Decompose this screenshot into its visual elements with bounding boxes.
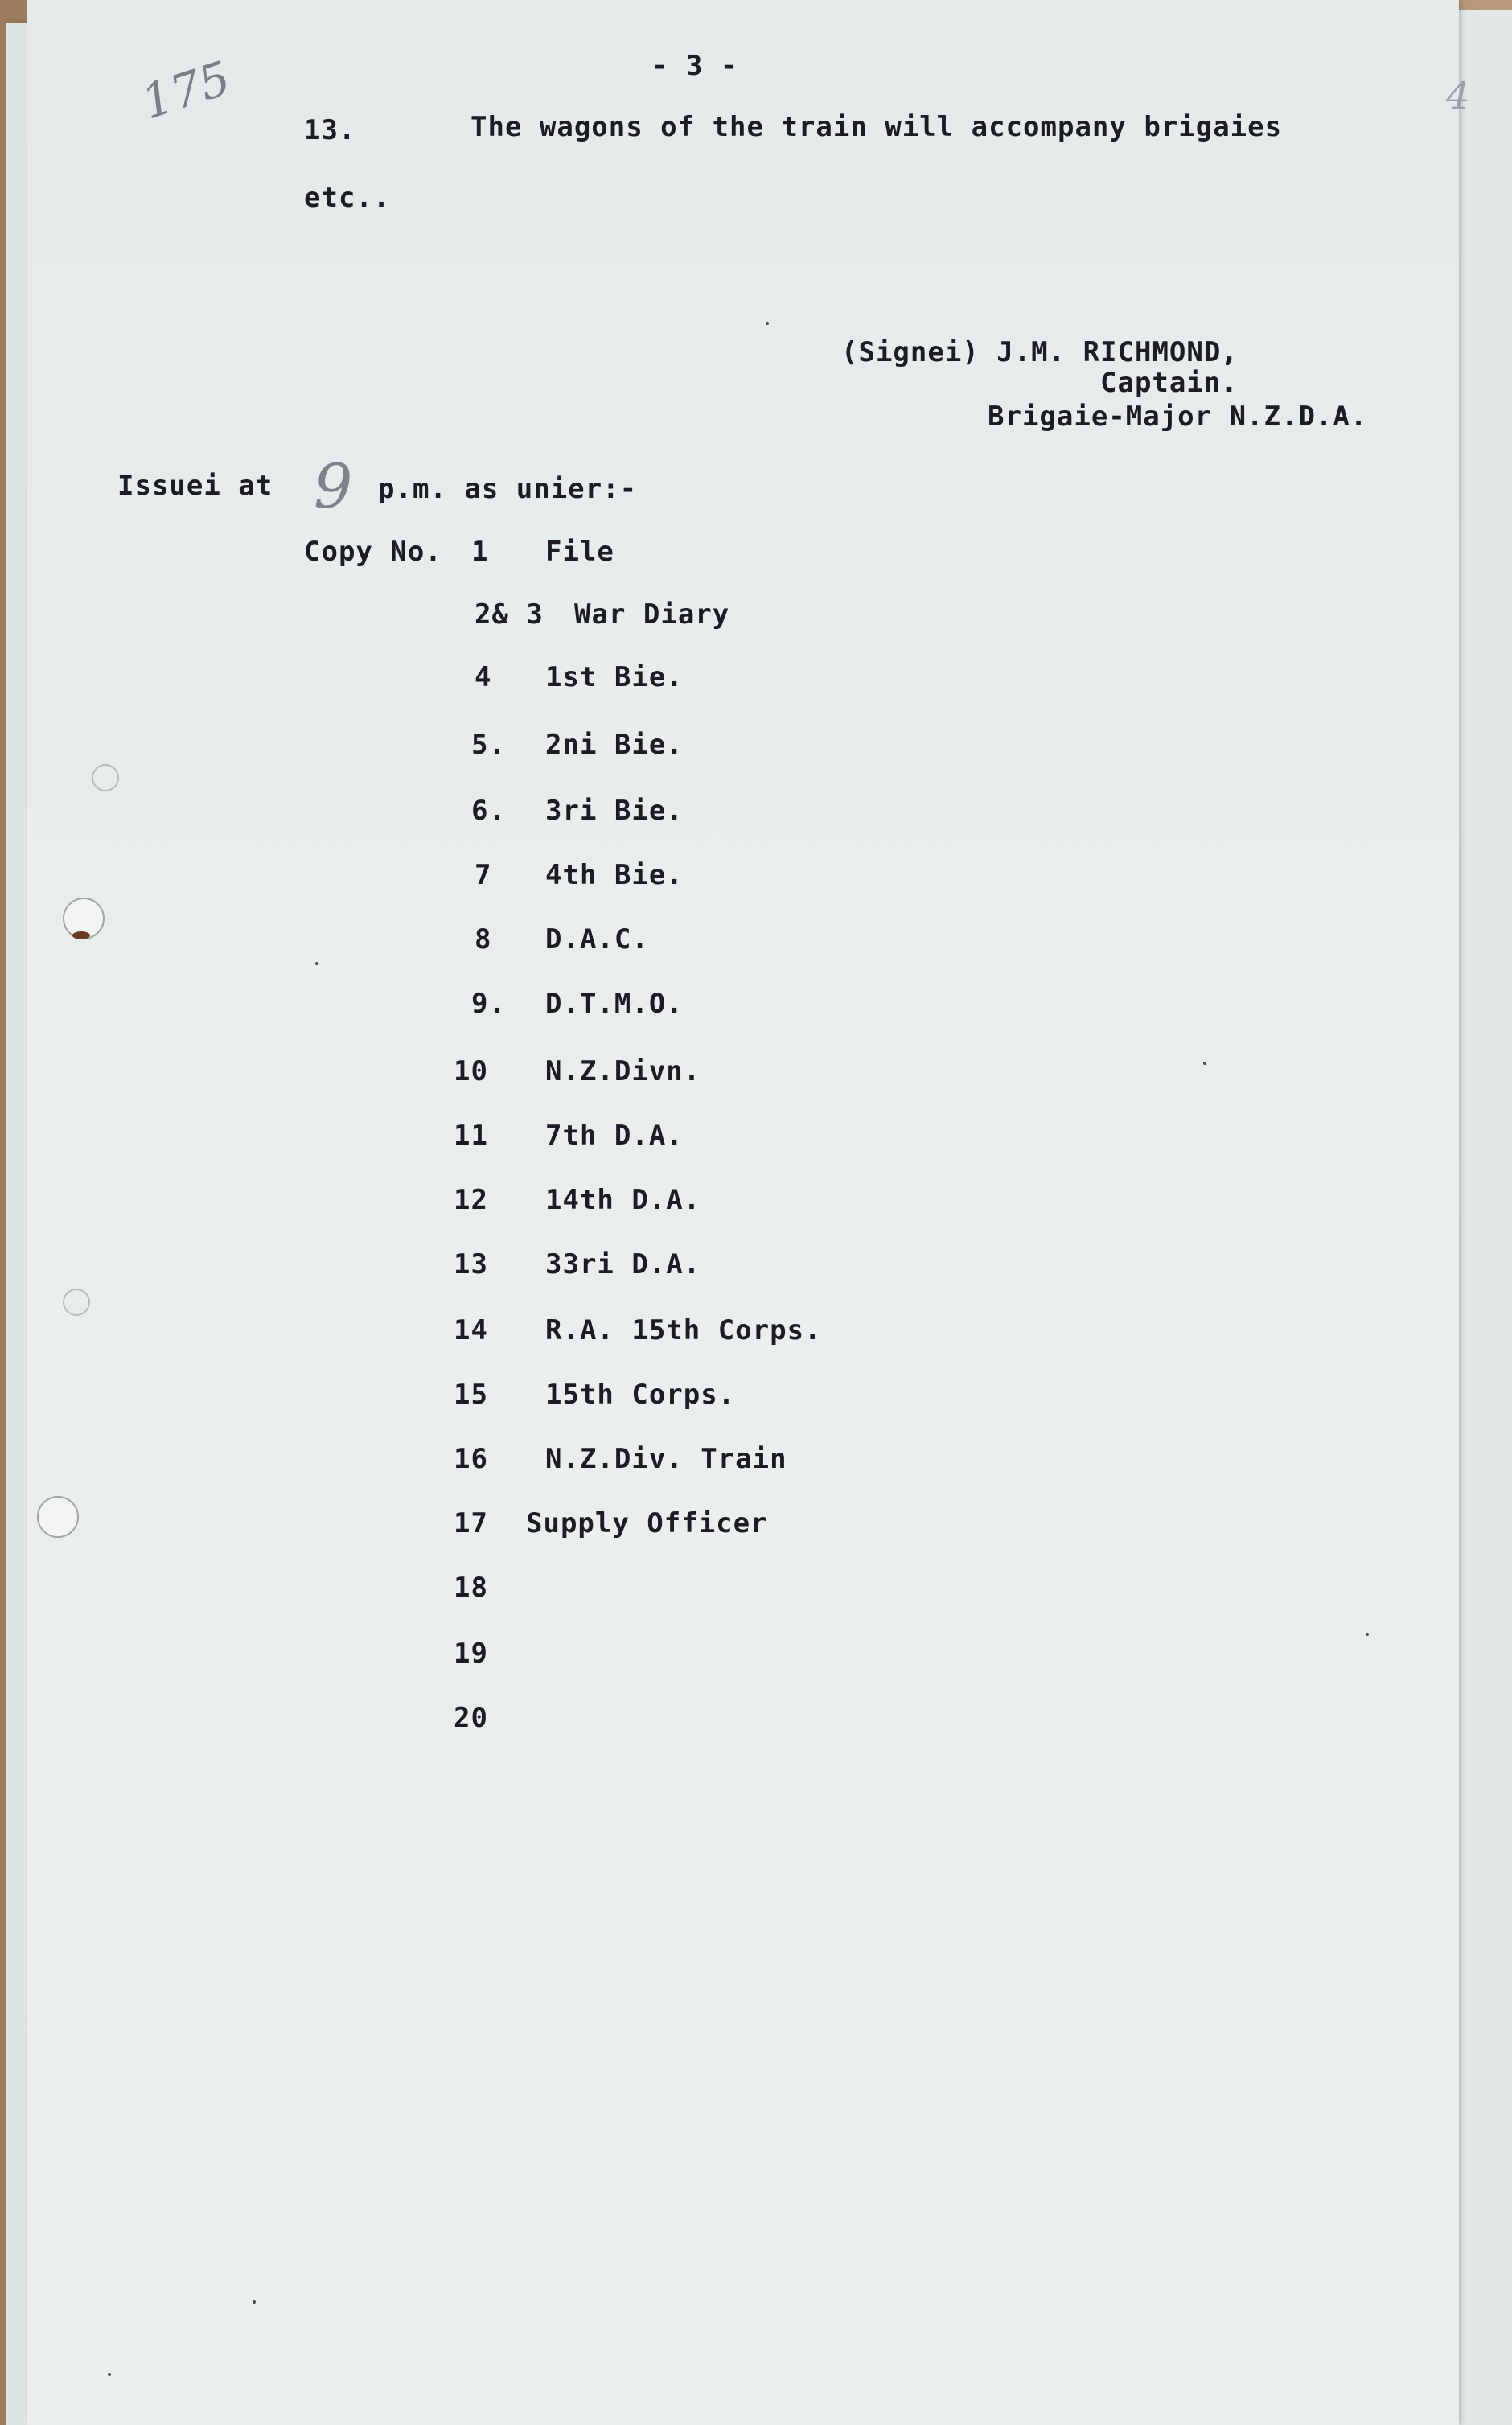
copy-recipient: D.T.M.O. [545, 988, 684, 1020]
copy-recipient: 33ri D.A. [545, 1248, 701, 1280]
copy-number: 5. [471, 729, 506, 761]
copy-number: 1 [471, 536, 489, 568]
copy-number: 12 [454, 1184, 488, 1216]
copy-number: 8 [475, 923, 492, 956]
signature-line-3: Brigaie-Major N.Z.D.A. [988, 401, 1368, 433]
copy-number: 18 [454, 1572, 488, 1604]
copy-recipient: War Diary [574, 598, 730, 631]
copy-recipient: 1st Bie. [545, 661, 684, 693]
copy-number: 20 [454, 1702, 488, 1734]
copy-number: 6. [471, 795, 506, 827]
copy-recipient: 15th Corps. [545, 1379, 736, 1411]
typed-page [27, 0, 1470, 2425]
paper-speck [108, 2373, 111, 2376]
copy-recipient: N.Z.Div. Train [545, 1443, 787, 1475]
paragraph-number: 13. [304, 114, 356, 146]
copy-number: 11 [454, 1120, 488, 1152]
copy-number: 2& 3 [475, 598, 544, 631]
copy-recipient: Supply Officer [526, 1507, 768, 1539]
paragraph-line-2: etc.. [304, 182, 391, 214]
copy-recipient: 2ni Bie. [545, 729, 684, 761]
copy-number: 15 [454, 1379, 488, 1411]
paper-speck [253, 2300, 256, 2304]
corner-mark-handwritten: 4 [1446, 74, 1470, 117]
punch-hole [37, 1496, 79, 1538]
copy-recipient: 4th Bie. [545, 859, 684, 891]
copy-recipient: N.Z.Divn. [545, 1055, 701, 1087]
copy-recipient: R.A. 15th Corps. [545, 1314, 822, 1346]
copy-recipient: D.A.C. [545, 923, 649, 956]
copy-number: 19 [454, 1638, 488, 1670]
copy-recipient: 3ri Bie. [545, 795, 684, 827]
copy-number: 4 [475, 661, 492, 693]
signature-line-1: (Signei) J.M. RICHMOND, [841, 336, 1239, 368]
page-number: - 3 - [651, 50, 738, 82]
paper-speck [1203, 1062, 1206, 1065]
punch-hole [92, 764, 119, 791]
signature-line-2: Captain. [1100, 367, 1239, 399]
paper-speck [315, 962, 318, 965]
copy-number: 17 [454, 1507, 488, 1539]
copy-recipient: File [545, 536, 614, 568]
archive-number-handwritten: 175 [135, 50, 237, 130]
ink-blot [72, 931, 90, 939]
paper-speck [766, 322, 769, 325]
copy-number: 10 [454, 1055, 488, 1087]
copy-number: 14 [454, 1314, 488, 1346]
issued-suffix: p.m. as unier:- [378, 473, 638, 505]
copy-number: 16 [454, 1443, 488, 1475]
copy-number: 9. [471, 988, 506, 1020]
issued-prefix: Issuei at [117, 470, 273, 502]
issued-hour-handwritten: 9 [314, 450, 353, 522]
copy-number: 13 [454, 1248, 488, 1280]
copy-recipient: 14th D.A. [545, 1184, 701, 1216]
copy-number: 7 [475, 859, 492, 891]
copy-label: Copy No. [304, 536, 442, 568]
paragraph-line-1: The wagons of the train will accompany brigaies [470, 111, 1283, 143]
copy-recipient: 7th D.A. [545, 1120, 684, 1152]
paper-speck [1366, 1633, 1369, 1636]
punch-hole [63, 1289, 90, 1316]
